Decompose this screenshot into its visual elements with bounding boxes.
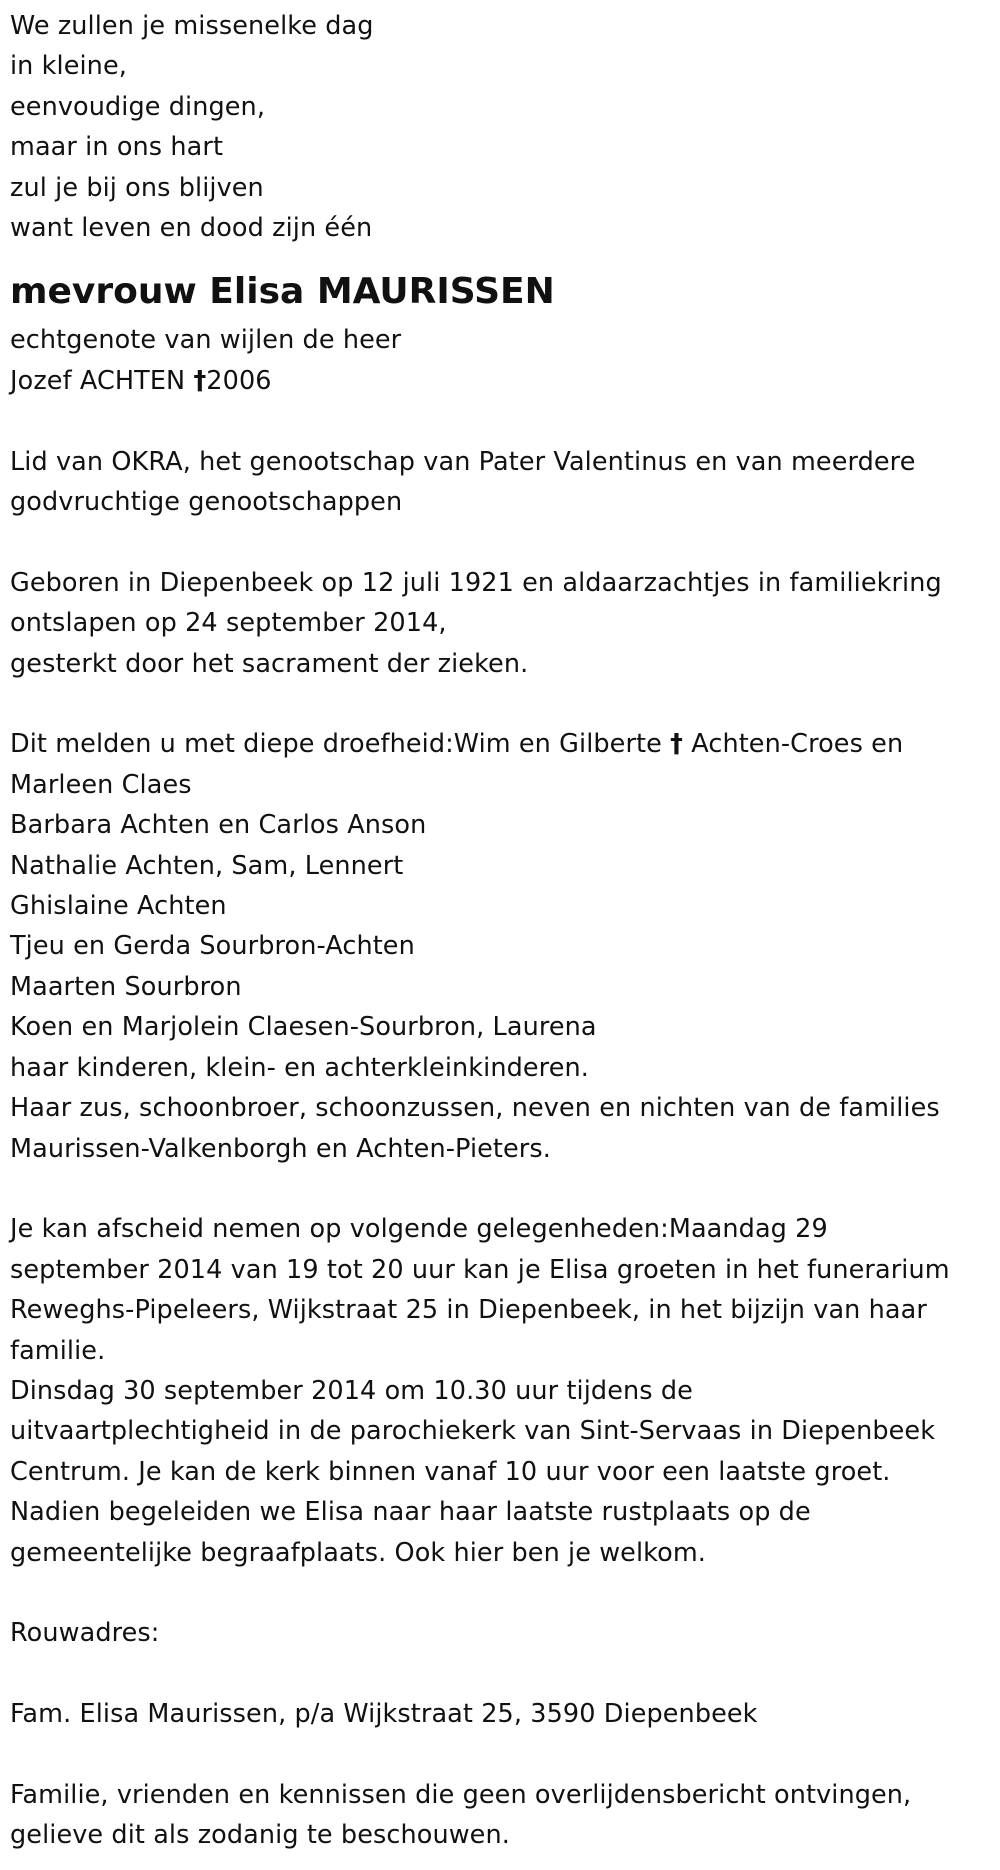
birth-death-paragraph: [10, 563, 995, 684]
farewell-line: Centrum. Je kan de kerk binnen vanaf 10 uur voor een laatste groet.: [10, 1456, 891, 1487]
family-line: [10, 724, 995, 764]
spouse-name: Jozef ACHTEN: [10, 365, 186, 396]
farewell-line: familie.: [10, 1335, 106, 1366]
poem-line: We zullen je missenelke dag: [10, 11, 374, 41]
family-line: Ghislaine Achten: [10, 891, 227, 922]
poem-line: in kleine,: [10, 51, 127, 82]
address-value: Fam. Elisa Maurissen, p/a Wijkstraat 25, 3590 Diepenbeek: [10, 1699, 758, 1730]
deceased-name: mevrouw Elisa MAURISSEN: [10, 271, 555, 313]
cross-icon: †: [193, 365, 207, 396]
death-notice: [10, 6, 995, 1856]
farewell-line: uitvaartplechtigheid in de parochiekerk van Sint-Servaas in Diepenbeek: [10, 1416, 936, 1447]
farewell-line: Nadien begeleiden we Elisa naar haar laatste rustplaats op de: [10, 1497, 811, 1528]
family-line: Koen en Marjolein Claesen-Sourbron, Laurena: [10, 1012, 597, 1043]
poem-line: zul je bij ons blijven: [10, 172, 264, 203]
farewell-line: Reweghs-Pipeleers, Wijkstraat 25 in Diepenbeek, in het bijzijn van haar: [10, 1295, 927, 1326]
address-label: Rouwadres:: [10, 1618, 160, 1649]
membership-line: Lid van OKRA, het genootschap van Pater Valentinus en van meerdere: [10, 446, 916, 477]
poem-line: want leven en dood zijn één: [10, 213, 373, 244]
family-line: Haar zus, schoonbroer, schoonzussen, neven en nichten van de families: [10, 1093, 940, 1124]
cross-icon: †: [670, 729, 684, 760]
membership-paragraph: [10, 442, 995, 523]
family-paragraph: [10, 724, 995, 1168]
birth-death-line: ontslapen op 24 september 2014,: [10, 608, 447, 639]
birth-death-line: gesterkt door het sacrament der zieken.: [10, 648, 529, 679]
farewell-paragraph: [10, 1209, 995, 1573]
family-line: Maurissen-Valkenborgh en Achten-Pieters.: [10, 1133, 551, 1164]
spouse-name-line: [10, 361, 995, 401]
poem: [10, 6, 995, 248]
birth-death-line: Geboren in Diepenbeek op 12 juli 1921 en aldaarzachtjes in familiekring: [10, 567, 942, 598]
closing-paragraph: [10, 1775, 995, 1856]
family-line: Nathalie Achten, Sam, Lennert: [10, 850, 404, 881]
farewell-line: Je kan afscheid nemen op volgende gelegenheden:Maandag 29: [10, 1214, 828, 1245]
family-line: Marleen Claes: [10, 769, 192, 800]
membership-line: godvruchtige genootschappen: [10, 487, 403, 518]
family-intro-end: Achten-Croes en: [691, 729, 904, 760]
poem-line: eenvoudige dingen,: [10, 91, 266, 122]
farewell-line: Dinsdag 30 september 2014 om 10.30 uur tijdens de: [10, 1375, 693, 1406]
spouse-year: 2006: [206, 365, 272, 396]
closing-line: Familie, vrienden en kennissen die geen overlijdensbericht ontvingen,: [10, 1779, 912, 1810]
family-intro: Dit melden u met diepe droefheid:Wim en Gilberte: [10, 729, 662, 760]
poem-line: maar in ons hart: [10, 132, 224, 163]
family-line: haar kinderen, klein- en achterkleinkinderen.: [10, 1052, 589, 1083]
spouse-line: echtgenote van wijlen de heer: [10, 325, 402, 356]
farewell-line: gemeentelijke begraafplaats. Ook hier ben je welkom.: [10, 1537, 706, 1568]
closing-line: gelieve dit als zodanig te beschouwen.: [10, 1820, 510, 1851]
family-line: Maarten Sourbron: [10, 971, 242, 1002]
family-line: Tjeu en Gerda Sourbron-Achten: [10, 931, 415, 962]
farewell-line: september 2014 van 19 tot 20 uur kan je Elisa groeten in het funerarium: [10, 1254, 950, 1285]
family-line: Barbara Achten en Carlos Anson: [10, 810, 427, 841]
